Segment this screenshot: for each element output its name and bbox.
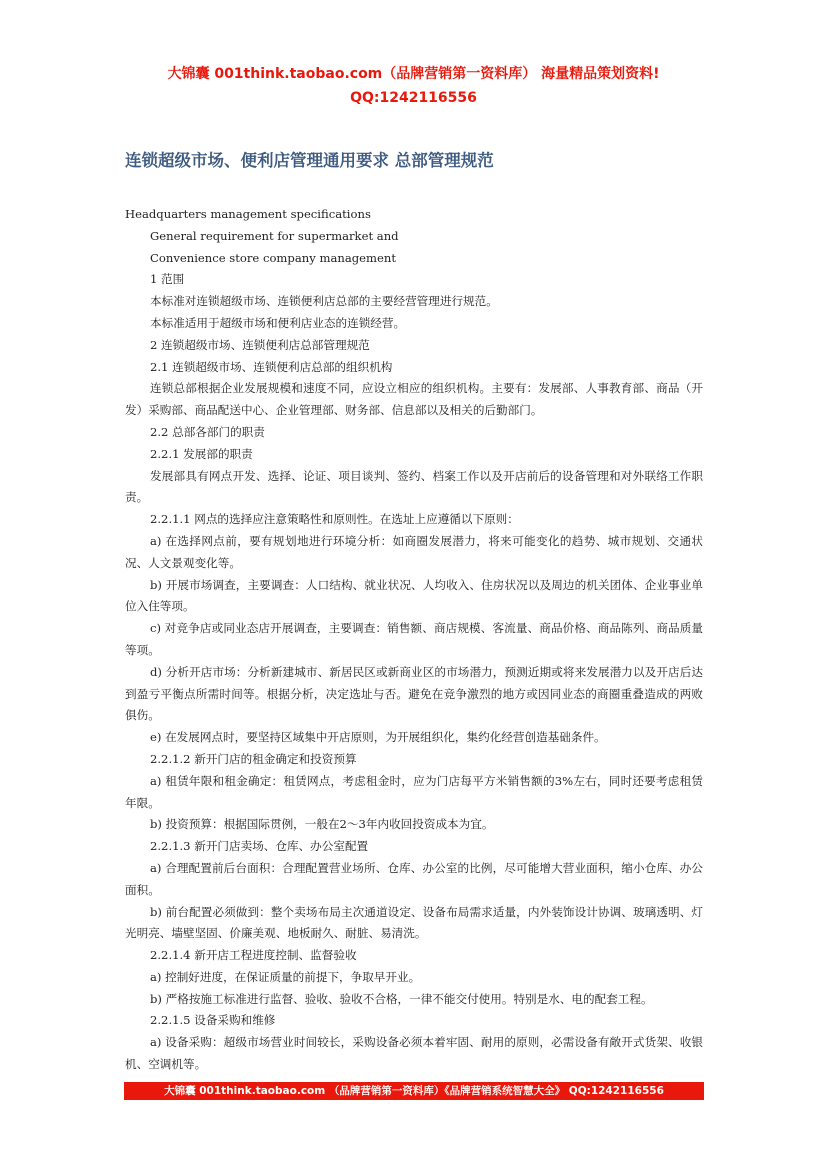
body-paragraph: General requirement for supermarket and (150, 228, 399, 243)
body-paragraph: 本标准对连锁超级市场、连锁便利店总部的主要经营管理进行规范。 (150, 294, 498, 309)
body-paragraph: c) 对竞争店或同业态店开展调查，主要调查：销售额、商店规模、客流量、商品价格、商品陈列、商品质量等项。 (125, 621, 703, 657)
body-paragraph: a) 设备采购：超级市场营业时间较长，采购设备必须本着牢固、耐用的原则，必需设备有敞开式货架、收银机、空调机等。 (125, 1035, 703, 1072)
body-paragraph: 连锁总部根据企业发展规模和速度不同，应设立相应的组织机构。主要有：发展部、人事教育部、商品（开发）采购部、商品配送中心、企业管理部、财务部、信息部以及相关的后勤部门。 (125, 381, 703, 418)
body-paragraph: b) 投资预算：根据国际贯例，一般在2～3年内收回投资成本为宜。 (150, 817, 494, 832)
header-line-2: QQ:1242116556 (350, 90, 477, 106)
document-body (125, 204, 703, 1076)
body-paragraph: 2.2.1.4 新开店工程进度控制、监督验收 (150, 948, 357, 963)
body-paragraph: a) 控制好进度，在保证质量的前提下，争取早开业。 (150, 969, 421, 984)
body-paragraph: e) 在发展网点时，要坚持区域集中开店原则，为开展组织化，集约化经营创造基础条件。 (150, 730, 606, 745)
body-paragraph: d) 分析开店市场：分析新建城市、新居民区或新商业区的市场潜力，预测近期或将来发展潜力以及开店后达到盈亏平衡点所需时间等。根据分析，决定选址与否。避免在竞争激烈的地方或因同业态的商圈重叠造成的两败俱伤。 (125, 664, 703, 723)
body-paragraph: 2.2.1 发展部的职责 (150, 446, 253, 461)
body-paragraph: 2.1 连锁超级市场、连锁便利店总部的组织机构 (150, 359, 393, 374)
body-paragraph: 2.2.1.2 新开门店的租金确定和投资预算 (150, 751, 357, 766)
body-paragraph: 2 连锁超级市场、连锁便利店总部管理规范 (150, 337, 370, 352)
body-paragraph: a) 租赁年限和租金确定：租赁网点，考虑租金时，应为门店每平方米销售额的3%左右，同时还要考虑租赁年限。 (125, 773, 703, 810)
body-paragraph: b) 开展市场调查，主要调查：人口结构、就业状况、人均收入、住房状况以及周边的机关团体、企业事业单位入住等项。 (125, 577, 703, 614)
body-paragraph: b) 前台配置必须做到：整个卖场布局主次通道设定、设备布局需求适量，内外装饰设计协调、玻璃透明、灯光明亮、墙壁坚固、价廉美观、地板耐久、耐脏、易清洗。 (125, 904, 703, 941)
body-paragraph: Headquarters management specifications (125, 207, 371, 221)
body-paragraph: 本标准适用于超级市场和便利店业态的连锁经营。 (150, 315, 406, 330)
body-paragraph: 1 范围 (150, 272, 185, 287)
body-paragraph: 2.2.1.3 新开门店卖场、仓库、办公室配置 (150, 839, 369, 854)
body-paragraph: a) 在选择网点前，要有规划地进行环境分析：如商圈发展潜力，将来可能变化的趋势、城市规划、交通状况、人文景观变化等。 (125, 533, 703, 570)
document-title: 连锁超级市场、便利店管理通用要求 总部管理规范 (125, 151, 494, 170)
body-paragraph: b) 严格按施工标准进行监督、验收、验收不合格，一律不能交付使用。特别是水、电的配套工程。 (150, 991, 653, 1006)
body-paragraph: a) 合理配置前后台面积：合理配置营业场所、仓库、办公室的比例，尽可能增大营业面积，缩小仓库、办公面积。 (125, 860, 703, 897)
footer-banner: 大锦囊 001think.taobao.com （品牌营销第一资料库）《品牌营销系统智慧大全》 QQ:1242116556 (124, 1082, 704, 1100)
body-paragraph: Convenience store company management (150, 250, 396, 265)
body-paragraph: 2.2 总部各部门的职责 (150, 424, 265, 439)
header-line-1: 大锦囊 001think.taobao.com（品牌营销第一资料库） 海量精品策划资料! (167, 66, 660, 82)
body-paragraph: 2.2.1.1 网点的选择应注意策略性和原则性。在选址上应遵循以下原则： (150, 512, 519, 527)
body-paragraph: 发展部具有网点开发、选择、论证、项目谈判、签约、档案工作以及开店前后的设备管理和对外联络工作职责。 (125, 468, 703, 505)
header-banner (0, 62, 827, 110)
body-paragraph: 2.2.1.5 设备采购和维修 (150, 1013, 276, 1028)
